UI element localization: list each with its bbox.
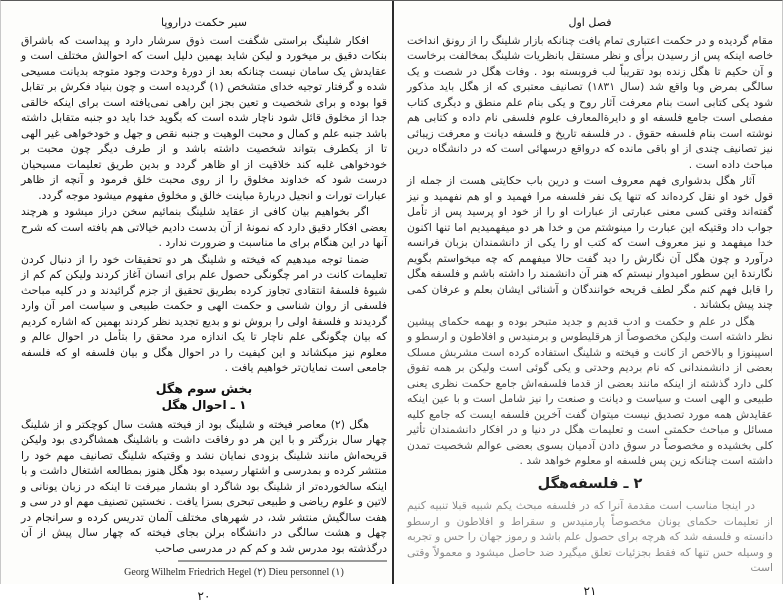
running-header-chapter: فصل اول (407, 15, 773, 31)
paragraph: در اینجا مناسب است مقدمة آنرا که در فلسفه مبحث یکم شبیه قبلا تنبیه کنیم از تعلیمات حکمای یونان مخصوصاً پارمنیدس و سقراط و افلاطون و ارسطو دانسته و فلسفه شد که هرچه برای حصول علم باشد و رموز جهان را حس و تجربه و وسیله حس تنها که فقط بجزئیات تعلق میگیرد ضد حاصل میشود و معمولاً وقتی است (407, 498, 773, 576)
footnote-separator (178, 560, 387, 562)
section-heading: ۲ ـ فلسفه‌هگل (407, 477, 773, 493)
running-header-title: سیر حکمت دراروپا (21, 15, 387, 31)
page-number: ۲۰ (21, 589, 387, 604)
sub-section-heading: ۱ ـ احوال هگل (21, 398, 387, 414)
paragraph: اگر بخواهیم بیان کافی از عقاید شلینگ بنمائیم سخن دراز میشود و هرچند بعضی افکار دقیق دارد که نمونهٔ از آن بدست دادیم خیالاتی هم بافته است که شرح آنها در این هنگام برای ما مناسبت و ضرورت ندارد . (21, 204, 387, 251)
paragraph: مقام گردیده و در حکمت اعتباری تمام یافت چنانکه بازار شلینگ را از رونق انداخت خاصه اینکه پس از رسیدن برأی و نظر مستقل بانظریات شلینگ بمخالفت برخاست و آن حکیم تا هگل زنده بود تقریباً لب فروبسته بود . وفات هگل در شصت و یک سالگی بمرض وبا واقع شد (سال ۱۸۳۱) تصانیف معتبری که از هگل باید مذکور شود یکی کتابی است بنام معرفت آثار روح و یکی بنام علم منطق و دیگری کتاب مفصلی است جامع فلسفه او و دایرةالمعارف علوم فلسفی نام داده و کتابی هم نوشته است بنام فلسفه حقوق . در فلسفه تاریخ و فلسفه دیانت و معرفت زیبائی نیز تصانیف چندی از او باقی مانده که درواقع درسهائی است که در دانشگاه درین مباحث داده است . (407, 33, 773, 173)
part-heading: بخش سوم هگل (21, 381, 387, 397)
page-number: ۲۱ (407, 584, 773, 600)
footnote: Georg Wilhelm Friedrich Hegel (۲) Dieu personnel (۱) (21, 565, 387, 581)
paragraph: هگل (۲) معاصر فیخته و شلینگ بود از فیخته هشت سال کوچکتر و از شلینگ چهار سال بزرگتر و با این هر دو رفاقت داشت و باشلینگ همشاگردی بود ولیکن قریحه‌اش مانند شلینگ بزودی نمایان نشد و وقتیکه شلینگ تصانیف مهم خود را منتشر کرده و بمدرسی و اشتهار رسیده بود هگل هنوز بمطالعه اشتغال داشت و با اینکه سالخورده‌تر از شلینگ بود شاگرد او بشمار میرفت تا اینکه در زبان یونانی و لاتین و علوم ریاضی و طبیعی تبحری بسزا یافت . نخستین تصنیف مهم او در سی و هفت سالگیش منتشر شد، در شهرهای مختلف آلمان تدریس کرده و سرانجام در چهل و هشت سالگی در دانشگاه برلن بجای فیخته که چهار سال پیش از آن درگذشته بود مدرس شد و کم کم در مدرسی صاحب (21, 417, 387, 557)
paragraph: افکار شلینگ براستی شگفت است ذوق سرشار دارد و پیداست که باشراق بنکات دقیق بر میخورد و لیکن شاید بهمین دلیل است که احوالش مختلف است و عقایدش یک سامان نیست چنانکه بعد از دورهٔ وحدت وجود متوجه بدیانت مسیحی شده و گرفتار توجیه خدای متشخص (۱) گردیده است و چون بنیاد فکرش بر تقابل قوا بوده و برای شخصیت و تعین بجز این راهی نمی‌یافته است برای اینکه خالقی جدا از مخلوق قائل شود ناچار شده است که بگوید خدا باید دو جنبه متقابل داشته باشد جنبه علم و کمال و محبت الوهیت و جنبه نقص و جهل و خودخواهی غیر الهی تا از یکطرف بتواند شخصیت داشته باشد و از طرف دیگر چون محبت بر خودخواهی غلبه کند خلاقیت از او ظاهر گردد و بدین طریق تعلیمات مسیحیان درست شود که خداوند مخلوق را از روی محبت خلق فرمود و آنچه از ظاهر عبارات تورات و انجیل دربارهٔ مباینت خالق و مخلوق مفهوم میشود موجه گردد. (21, 33, 387, 204)
paragraph: آثار هگل بدشواری فهم معروف است و درین باب حکایتی هست از جمله از قول خود او نقل کرده‌اند که تنها یک نفر فلسفه مرا فهمید و او هم نفهمید و نیز گفته‌اند وقتی کسی معنی عبارتی از عبارات او را از خود او پرسید پس از تأمل جواب داد وقتیکه این عبارت را مینوشتم من و خدا هر دو میفهمیدیم اما تنها اکنون خدا میفهمد و نیز معروف است که کتب او را یکی از دانشمندان بزبان فرانسه درآورد و چون هگل آن نگارش را دید گفت حالا میفهمم که چه میخواستم بگویم نگارندهٔ این سطور امیدوار نیستم که هنر آن دانشمند را داشته باشم و فلسفه هگل را قابل فهم کنم مگر لطف قریحه خوانندگان و آشنائی ایشان بعلم و عرفان کمی چند پیش بکشاند . (407, 173, 773, 313)
left-page (1, 1, 394, 584)
right-page (394, 1, 782, 584)
paragraph: هگل در علم و حکمت و ادب قدیم و جدید متبحر بوده و بهمه حکمای پیشین نظر داشته است ولیکن مخصوصاً از هرقلیطوس و برمنیدس و افلاطون و ارسطو و اسپینوزا و بالاخص از کانت و فیخته و شلینگ استفاده کرده است مشربش مسلک بعضی از دانشمندانی که نام بردیم وحدتی و یکی گوئی است ولیکن بر همه تفوق کلی دارد گذشته از اینکه مانند بعضی از قدما فلسفه‌اش جامع حکمت نظری یعنی طبیعی و الهی است و سیاست و دیانت و صنعت را نیز شامل است و با عین اینکه عقایدش همه مورد تصدیق نیست میتوان گفت آخرین فلسفه ایست که جامع کلیه مسائل و مباحث حکمتی است و تعلیمات هگل در دنیا و در افکار دانشمندان تأثیر کلی بخشیده و مخصوصاً در سوق دادن آدمیان بسوی بعضی عوالم شخصیت تمدن داشته است چنانکه زین پس فلسفه او معلوم خواهد شد . (407, 314, 773, 469)
paragraph: ضمنا توجه میدهیم که فیخته و شلینگ هر دو تحقیقات خود را از دنبال کردن تعلیمات کانت در امر چگونگی حصول علم برای انسان آغاز کردند ولیکن کم کم از شیوهٔ فلسفهٔ انتقادی تجاوز کرده بطریق تحقیق از جزم گرائیدند و در کلیه مباحث فلسفی از روان شناسی و حکمت الهی و حکمت طبیعی و سیاست امر آن وارد گردیدند و فلسفهٔ اولی را بروش نو و بدیع تجدید نظر کردند بهمین که اشاره کردیم که بیان چگونگی علم ناچار تا یک اندازه مرد محقق را بتأمل در احوال عالم و معلوم نیز میکشاند و این کیفیت را در احوال هگل و بیان فلسفه او که فلسفه جامعی است نمایان‌تر خواهیم یافت . (21, 252, 387, 376)
